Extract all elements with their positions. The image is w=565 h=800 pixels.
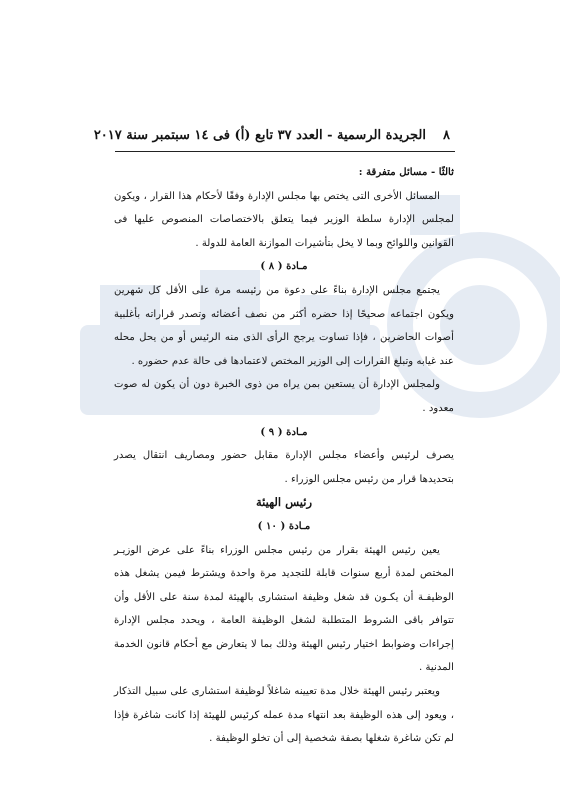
paragraph-experts: ولمجلس الإدارة أن يستعين بمن يراه من ذوى الخبرة دون أن يكون له صوت معدود .	[114, 379, 454, 414]
paragraph-attendance-allowance: يصرف لرئيس وأعضاء مجلس الإدارة مقابل حضور ومصاريف انتقال يصدر بتحديدها قرار من رئيس مجلس الوزراء .	[114, 450, 454, 485]
gazette-header-title: الجريدة الرسمية - العدد ٣٧ تابع (أ) فى ١٤ سبتمبر سنة ٢٠١٧	[93, 128, 426, 143]
paragraph-board-meetings: يجتمع مجلس الإدارة بناءً على دعوة من رئيسه مرة على الأقل كل شهرين ويكون اجتماعه صحيحًا إذا حضره أكثر من نصف أعضائه وتصدر قراراته بأغلبية أصوات الحاضرين ، فإذا تساوت يرجح الرأى الذى منه الرئيس أو من يحل محله عند غيابه وتبلغ القرارات إلى الوزير المختص لاعتمادها فى حالة عدم حضوره .	[114, 284, 454, 367]
section-title: ثالثًا - مسائل متفرقة :	[358, 166, 454, 178]
chairman-subheading: رئيس الهيئة	[256, 495, 312, 510]
paragraph-chairman-position: ويعتبر رئيس الهيئة خلال مدة تعيينه شاغلاً لوظيفة استشارى على سبيل التذكار ، ويعود إلى هذه الوظيفة بعد انتهاء مدة عمله كرئيس للهيئة إذا كانت شاغرة فإذا لم تكن شاغرة شغلها بصفة شخصية إلى أن تخلو الوظيفة .	[114, 686, 454, 745]
article-10-heading: مـادة ( ١٠ )	[257, 519, 311, 532]
paragraph-misc-matters: المسائل الأخرى التى يختص بها مجلس الإدارة وفقًا لأحكام هذا القرار ، ويكون لمجلس الإدارة سلطة الوزير فيما يتعلق بالاختصاصات المنصوص عليها فى القوانين واللوائح وبما لا يخل بتأشيرات الموازنة العامة للدولة .	[114, 190, 454, 249]
article-8-heading: مـادة ( ٨ )	[260, 260, 308, 273]
document-body	[114, 161, 454, 751]
article-9-heading: مـادة ( ٩ )	[260, 425, 308, 438]
page-number: ٨	[443, 128, 450, 143]
paragraph-chairman-appointment: يعين رئيس الهيئة بقرار من رئيس مجلس الوزراء بناءً على عرض الوزيـر المختص لمدة أربع سنوات قابلة للتجديد مرة واحدة ويشترط فيمن يشغل هذه الوظيفـة أن يكـون قد شغل وظيفة استشارى بالهيئة لمدة سنة على الأقل وأن تتوافر باقى الشروط المتطلبة لشغل الوظيفة العامة ، ويحدد مجلس الإدارة إجراءات وضوابط اختيار رئيس الهيئة وذلك بما لا يتعارض مع أحكام قانون الخدمة المدنية .	[114, 544, 454, 674]
header-rule	[115, 151, 455, 152]
